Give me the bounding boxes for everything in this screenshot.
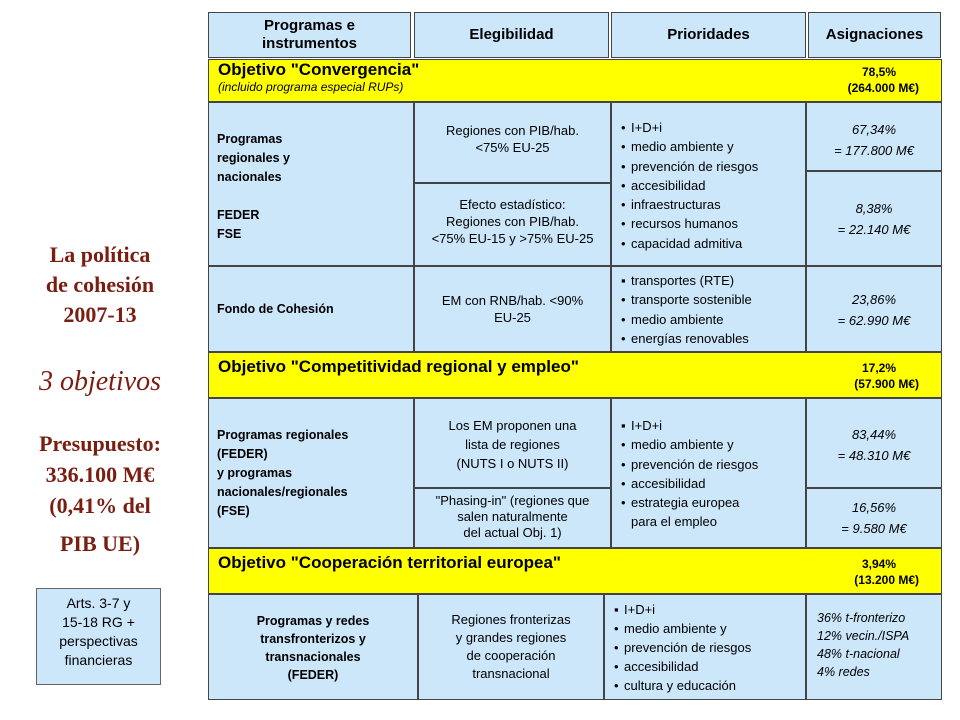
objective-convergencia-banner: [208, 59, 942, 102]
budget-line: 336.100 M€: [45, 462, 155, 487]
elig-line: transnacional: [472, 666, 550, 681]
elig-line: EU-25: [494, 310, 531, 325]
priority-item: • prevención de riesgos: [621, 456, 759, 472]
objective-amount: (264.000 M€): [847, 81, 919, 95]
budget-line: PIB UE): [59, 531, 141, 556]
objective-percent: 78,5%: [861, 65, 896, 79]
priority-item: para el empleo: [631, 514, 717, 530]
priority-item: • infraestructuras: [621, 197, 721, 213]
priority-item: • prevención de riesgos: [614, 640, 752, 655]
asig-line: = 9.580 M€: [841, 521, 907, 536]
arts-line: perspectivas: [59, 633, 138, 649]
priority-item: ▪ I+D+i: [614, 602, 656, 617]
priority-item: • accesibilidad: [621, 177, 706, 193]
competitividad-programas: [208, 398, 414, 548]
priority-item: • capacidad admitiva: [621, 235, 743, 251]
competitividad-asignacion-2: [806, 488, 942, 548]
elig-line: de cooperación: [466, 648, 556, 663]
elig-line: <75% EU-25: [475, 140, 550, 155]
priority-list: [621, 271, 752, 348]
priority-item: • cultura y educación: [614, 678, 737, 693]
header-programas-line: instrumentos: [261, 35, 357, 52]
cooperacion-asignacion: [806, 594, 942, 700]
prog-line: (FSE): [217, 504, 250, 518]
elig-line: Regiones con PIB/hab.: [446, 214, 579, 229]
prog-line: FEDER: [217, 208, 260, 222]
arts-line: financieras: [64, 652, 133, 668]
asig-line: = 62.990 M€: [837, 313, 911, 328]
convergencia-programas: [208, 102, 414, 266]
budget-line: (0,41% del: [49, 493, 151, 518]
asig-line: = 48.310 M€: [837, 448, 911, 463]
convergencia-asignacion-2: [806, 171, 942, 266]
elig-line: del actual Obj. 1): [463, 525, 562, 540]
prog-line: FSE: [217, 227, 242, 241]
sidebar-objectives: 3 objetivos: [38, 366, 162, 397]
elig-line: Los EM proponen una: [448, 418, 577, 433]
priority-list: [621, 118, 758, 253]
prog-line: Programas: [217, 132, 283, 146]
priority-item: • estrategia europea: [621, 495, 740, 511]
cooperacion-elegibilidad: [418, 594, 604, 700]
header-elegibilidad: Elegibilidad: [414, 12, 609, 58]
fondo-cohesion-asignacion: [806, 266, 942, 352]
elig-line: Regiones fronterizas: [451, 612, 571, 627]
priority-item: • prevención de riesgos: [621, 158, 759, 174]
priority-item: • accesibilidad: [621, 475, 706, 491]
sidebar-title-line: de cohesión: [45, 272, 155, 297]
asig-line: 83,44%: [851, 427, 897, 442]
asig-line: = 22.140 M€: [837, 222, 911, 237]
priority-item: • accesibilidad: [614, 659, 699, 674]
priority-item: ▪ I+D+i: [621, 418, 663, 433]
sidebar-budget: [0, 428, 200, 559]
prog-line: regionales y: [217, 151, 290, 165]
header-asignaciones: Asignaciones: [808, 12, 941, 58]
elig-line: lista de regiones: [465, 437, 560, 452]
asig-line: 4% redes: [817, 665, 870, 679]
objective-title: Objetivo "Competitividad regional y empleo": [218, 357, 579, 376]
sidebar-title: [0, 240, 200, 330]
cooperacion-prioridades: [604, 594, 806, 700]
convergencia-asignacion-1: [806, 102, 942, 171]
elig-line: "Phasing-in" (regiones que: [435, 493, 590, 508]
asig-line: = 177.800 M€: [834, 143, 914, 158]
fondo-cohesion-label: Fondo de Cohesión: [217, 302, 334, 316]
objective-title: Objetivo "Cooperación territorial europea": [218, 553, 561, 572]
objective-percent: 3,94%: [861, 557, 896, 571]
priority-item: • I+D+i: [621, 120, 663, 135]
priority-item: • medio ambiente y: [614, 621, 727, 636]
priority-item: • medio ambiente y: [621, 437, 734, 453]
asig-line: 8,38%: [855, 201, 893, 216]
fondo-cohesion-programa: [208, 266, 414, 352]
prog-line: (FEDER): [287, 668, 339, 682]
header-prioridades: Prioridades: [611, 12, 806, 58]
arts-line: 15-18 RG +: [62, 614, 135, 630]
prog-line: transfronterizos y: [260, 632, 366, 646]
elig-line: Regiones con PIB/hab.: [446, 123, 579, 138]
asig-line: 67,34%: [851, 122, 897, 137]
prog-line: nacionales: [217, 170, 282, 184]
elig-line: EM con RNB/hab. <90%: [441, 293, 584, 308]
elig-line: (NUTS I o NUTS II): [456, 456, 569, 471]
priority-list: [621, 416, 758, 532]
prog-line: [217, 187, 290, 206]
elig-line: y grandes regiones: [455, 630, 567, 645]
prog-line: (FEDER): [217, 447, 268, 461]
convergencia-elegibilidad-2: [414, 183, 611, 266]
arts-box: [36, 588, 161, 685]
elig-line: salen naturalmente: [457, 509, 568, 524]
fondo-cohesion-elegibilidad: [414, 266, 611, 352]
budget-line: Presupuesto:: [39, 431, 161, 456]
cooperacion-programas: [208, 594, 418, 700]
prog-line: Programas regionales: [217, 428, 349, 442]
prog-line: transnacionales: [265, 650, 361, 664]
elig-line: Efecto estadístico:: [459, 197, 566, 212]
objective-percent: 17,2%: [861, 361, 896, 375]
priority-list: [614, 600, 751, 695]
asig-line: 16,56%: [851, 500, 897, 515]
asig-line: 36% t-fronterizo: [817, 611, 906, 625]
priority-item: ▪ transportes (RTE): [621, 273, 735, 288]
competitividad-asignacion-1: [806, 398, 942, 488]
priority-item: • medio ambiente: [621, 311, 724, 327]
header-programas-line: Programas e: [264, 17, 355, 34]
convergencia-elegibilidad-1: [414, 102, 611, 183]
fondo-cohesion-prioridades: [611, 266, 806, 352]
asig-line: 48% t-nacional: [817, 647, 900, 661]
priority-item: • recursos humanos: [621, 216, 738, 232]
objective-amount: (13.200 M€): [854, 573, 919, 587]
competitividad-elegibilidad-2: [414, 488, 611, 548]
priority-item: • energías renovables: [621, 330, 749, 346]
prog-line: Programas y redes: [256, 614, 370, 628]
competitividad-prioridades: [611, 398, 806, 548]
elig-line: <75% EU-15 y >75% EU-25: [431, 231, 594, 246]
prog-line: y programas: [217, 466, 293, 480]
priority-item: • transporte sostenible: [621, 292, 752, 308]
sidebar-title-line: La política: [49, 242, 151, 267]
objective-cooperacion-banner: [208, 548, 942, 594]
prog-line: nacionales/regionales: [217, 485, 348, 499]
asig-line: 23,86%: [851, 292, 897, 307]
objective-title: Objetivo "Convergencia": [218, 60, 420, 79]
objective-subtitle: (incluido programa especial RUPs): [218, 80, 404, 94]
competitividad-elegibilidad-1: [414, 398, 611, 488]
objective-competitividad-banner: [208, 352, 942, 398]
objective-amount: (57.900 M€): [854, 377, 919, 391]
convergencia-prioridades-1: [611, 102, 806, 266]
priority-item: • medio ambiente y: [621, 139, 734, 155]
sidebar-title-line: 2007-13: [63, 302, 137, 327]
header-programas: [208, 12, 411, 58]
asig-line: 12% vecin./ISPA: [817, 629, 910, 643]
arts-line: Arts. 3-7 y: [66, 595, 131, 611]
